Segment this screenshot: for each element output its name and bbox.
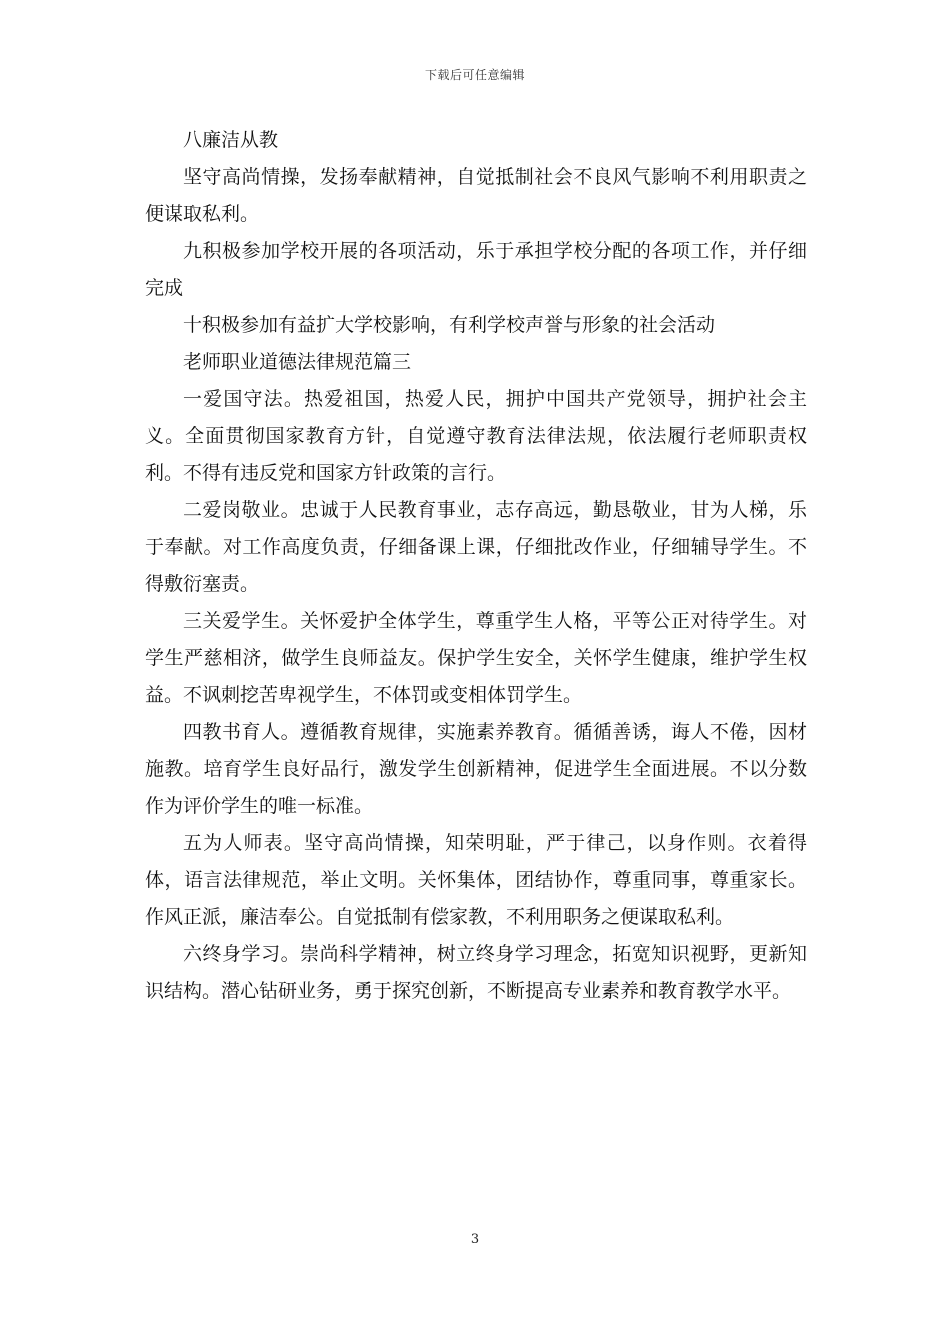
paragraph: 十积极参加有益扩大学校影响，有利学校声誉与形象的社会活动 [183, 314, 716, 336]
paragraph: 九积极参加学校开展的各项活动，乐于承担学校分配的各项工作，并仔细完成 [145, 240, 807, 299]
page-header: 下载后可任意编辑 [424, 68, 525, 82]
page-number: 3 [470, 1232, 480, 1247]
paragraph: 一爱国守法。热爱祖国，热爱人民，拥护中国共产党领导，拥护社会主义。全面贯彻国家教育方针，自觉遵守教育法律法规，依法履行老师职责权利。不得有违反党和国家方针政策的言行。 [145, 388, 807, 484]
document-body [145, 122, 807, 1010]
paragraph: 五为人师表。坚守高尚情操，知荣明耻，严于律己，以身作则。衣着得体，语言法律规范，举止文明。关怀集体，团结协作，尊重同事，尊重家长。作风正派，廉洁奉公。自觉抵制有偿家教，不利用职务之便谋取私利。 [145, 832, 807, 928]
paragraph: 坚守高尚情操，发扬奉献精神，自觉抵制社会不良风气影响不利用职责之便谋取私利。 [145, 166, 807, 225]
paragraph: 六终身学习。崇尚科学精神，树立终身学习理念，拓宽知识视野，更新知识结构。潜心钻研业务，勇于探究创新，不断提高专业素养和教育教学水平。 [145, 943, 807, 1002]
paragraph: 四教书育人。遵循教育规律，实施素养教育。循循善诱，诲人不倦，因材施教。培育学生良好品行，激发学生创新精神，促进学生全面进展。不以分数作为评价学生的唯一标准。 [145, 721, 807, 817]
paragraph: 三关爱学生。关怀爱护全体学生，尊重学生人格，平等公正对待学生。对学生严慈相济，做学生良师益友。保护学生安全，关怀学生健康，维护学生权益。不讽刺挖苦卑视学生，不体罚或变相体罚学生。 [145, 610, 807, 706]
paragraph-heading-8: 八廉洁从教 [183, 129, 279, 151]
paragraph: 二爱岗敬业。忠诚于人民教育事业，志存高远，勤恳敬业，甘为人梯，乐于奉献。对工作高度负责，仔细备课上课，仔细批改作业，仔细辅导学生。不得敷衍塞责。 [145, 499, 807, 595]
section-title: 老师职业道德法律规范篇三 [183, 351, 412, 373]
